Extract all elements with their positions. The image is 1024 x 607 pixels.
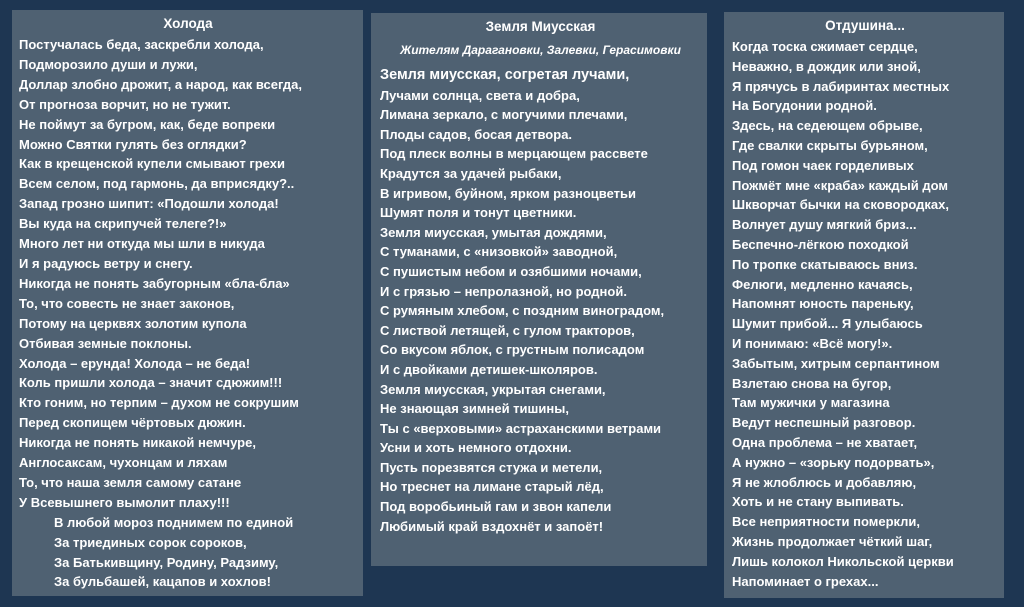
poem-line: Подморозило души и лужи, bbox=[19, 56, 198, 72]
poem-line: Напоминает о грехах... bbox=[732, 573, 879, 589]
poem-line: С туманами, с «низовкой» заводной, bbox=[380, 244, 618, 260]
poem-line: Как в крещенской купели смывают грехи bbox=[19, 156, 285, 172]
poem-line: Напомнят юность пареньку, bbox=[732, 296, 914, 312]
poem-line: Когда тоска сжимает сердце, bbox=[732, 39, 918, 54]
poem-line: Шумят поля и тонут цветники. bbox=[380, 205, 577, 221]
poem-panel-otdushina bbox=[724, 12, 1004, 598]
poem-line: То, что совесть не знает законов, bbox=[19, 295, 235, 311]
poem-line: И я радуюсь ветру и снегу. bbox=[19, 255, 193, 271]
poem-dedication: Жителям Дарагановки, Залевки, Герасимовки bbox=[400, 43, 681, 57]
poem-title: Холода bbox=[163, 16, 213, 31]
poem-line: Никогда не понять забугорным «бла-бла» bbox=[19, 275, 290, 291]
poem-line: С пушистым небом и озябшими ночами, bbox=[380, 263, 642, 279]
poem-line: Вы куда на скрипучей телеге?!» bbox=[19, 216, 227, 232]
poem-line: Лимана зеркало, с могучими плечами, bbox=[380, 107, 628, 123]
poem-line: Усни и хоть немного отдохни. bbox=[380, 440, 572, 456]
poem-line: Пожмёт мне «краба» каждый дом bbox=[732, 177, 949, 193]
poem-line: За Батькивщину, Родину, Радзиму, bbox=[54, 554, 279, 570]
poem-line: Я прячусь в лабиринтах местных bbox=[732, 78, 950, 94]
poem-line: Жизнь продолжает чёткий шаг, bbox=[732, 533, 933, 549]
poem-line: Волнует душу мягкий бриз... bbox=[732, 217, 917, 233]
poem-line: Англосаксам, чухонцам и ляхам bbox=[19, 455, 228, 471]
poem-line: От прогноза ворчит, но не тужит. bbox=[19, 96, 231, 112]
poem-line: Земля миусская, укрытая снегами, bbox=[380, 381, 606, 397]
poem-line: Под плеск волны в мерцающем рассвете bbox=[380, 146, 648, 162]
poem-line: Коль пришли холода – значит сдюжим!!! bbox=[19, 375, 283, 391]
poem-line: Лучами солнца, света и добра, bbox=[380, 87, 580, 103]
poem-line: С румяным хлебом, с поздним виноградом, bbox=[380, 303, 665, 319]
poem-line: За бульбашей, кацапов и хохлов! bbox=[54, 574, 271, 590]
poem-line: Не поймут за бугром, как, беде вопреки bbox=[19, 116, 276, 132]
poem-line: Земля миусская, умытая дождями, bbox=[380, 224, 607, 240]
poem-first-line: Земля миусская, согретая лучами, bbox=[380, 67, 630, 83]
poem-line: Всем селом, под гармонь, да вприсядку?.. bbox=[19, 176, 295, 192]
poem-line: Крадутся за удачей рыбаки, bbox=[380, 165, 562, 181]
poem-line: С листвой летящей, с гулом тракторов, bbox=[380, 322, 635, 338]
poem-line: Запад грозно шипит: «Подошли холода! bbox=[19, 196, 279, 212]
poem-line: На Богудонии родной. bbox=[732, 98, 877, 114]
poem-line: Там мужички у магазина bbox=[732, 395, 890, 411]
poem-line: Хоть и не стану выпивать. bbox=[732, 494, 904, 510]
poem-line: И понимаю: «Всё могу!». bbox=[732, 335, 893, 351]
poem-line: Все неприятности померкли, bbox=[732, 514, 921, 530]
poem-line: Не знающая зимней тишины, bbox=[380, 401, 569, 417]
poem-line: И с грязью – непролазной, но родной. bbox=[380, 283, 627, 299]
poem-line: Никогда не понять никакой немчуре, bbox=[19, 435, 256, 451]
poem-line: У Всевышнего вымолит плаху!!! bbox=[19, 494, 230, 510]
poem-line: Потому на церквях золотим купола bbox=[19, 315, 247, 331]
poem-line: За триединых сорок сороков, bbox=[54, 534, 247, 550]
poem-line: Шкворчат бычки на сковородках, bbox=[732, 197, 949, 213]
poem-line: По тропке скатываюсь вниз. bbox=[732, 256, 918, 272]
poem-line: Лишь колокол Никольской церкви bbox=[732, 553, 954, 569]
poem-line: В игривом, буйном, ярком разноцветьи bbox=[380, 185, 636, 201]
poem-line: И с двойками детишек-школяров. bbox=[380, 361, 598, 377]
poem-body bbox=[732, 37, 998, 591]
poem-panel-zemlya-miusskaya bbox=[371, 13, 707, 566]
poem-line: Одна проблема – не хватает, bbox=[732, 434, 918, 450]
poem-line: Постучалась беда, заскребли холода, bbox=[19, 37, 264, 52]
poem-body bbox=[19, 35, 357, 592]
poem-line: То, что наша земля самому сатане bbox=[19, 474, 242, 490]
poem-line: Неважно, в дождик или зной, bbox=[732, 58, 921, 74]
poem-line: Можно Святки гулять без оглядки? bbox=[19, 136, 247, 152]
poem-line: В любой мороз поднимем по единой bbox=[54, 514, 294, 530]
poem-line: Со вкусом яблок, с грустным полисадом bbox=[380, 342, 645, 358]
poem-line: Под гомон чаек горделивых bbox=[732, 157, 914, 173]
poem-line: Отбивая земные поклоны. bbox=[19, 335, 192, 351]
poem-line: Доллар злобно дрожит, а народ, как всегда, bbox=[19, 76, 302, 92]
poem-title: Земля Миусская bbox=[485, 19, 596, 34]
poem-line: Кто гоним, но терпим – духом не сокрушим bbox=[19, 395, 299, 411]
poem-panel-kholoda bbox=[12, 10, 363, 596]
poem-line: Пусть порезвятся стужа и метели, bbox=[380, 459, 603, 475]
poem-line: Забытым, хитрым серпантином bbox=[732, 355, 940, 371]
poem-line: Под воробьиный гам и звон капели bbox=[380, 499, 612, 515]
poem-body bbox=[380, 86, 701, 537]
poem-line: Плоды садов, босая детвора. bbox=[380, 126, 573, 142]
poem-line: Перед скопищем чёртовых дюжин. bbox=[19, 415, 246, 431]
poem-line: Но треснет на лимане старый лёд, bbox=[380, 479, 604, 495]
poem-title: Отдушина... bbox=[825, 18, 905, 33]
poem-line: Где свалки скрыты бурьяном, bbox=[732, 137, 928, 153]
poem-line: Ведут неспешный разговор. bbox=[732, 415, 916, 431]
poem-line: Любимый край вздохнёт и запоёт! bbox=[380, 518, 604, 534]
poem-line: Ты с «верховыми» астраханскими ветрами bbox=[380, 420, 662, 436]
poem-line: Шумит прибой... Я улыбаюсь bbox=[732, 316, 923, 332]
poem-line: Здесь, на седеющем обрыве, bbox=[732, 118, 923, 134]
poem-line: Я не жлоблюсь и добавляю, bbox=[732, 474, 917, 490]
poem-line: Холода – ерунда! Холода – не беда! bbox=[19, 355, 251, 371]
poem-line: Фелюги, медленно качаясь, bbox=[732, 276, 913, 292]
poem-line: А нужно – «зорьку подорвать», bbox=[732, 454, 935, 470]
poem-line: Много лет ни откуда мы шли в никуда bbox=[19, 236, 265, 252]
poem-line: Беспечно-лёгкою походкой bbox=[732, 236, 909, 252]
poem-line: Взлетаю снова на бугор, bbox=[732, 375, 892, 391]
